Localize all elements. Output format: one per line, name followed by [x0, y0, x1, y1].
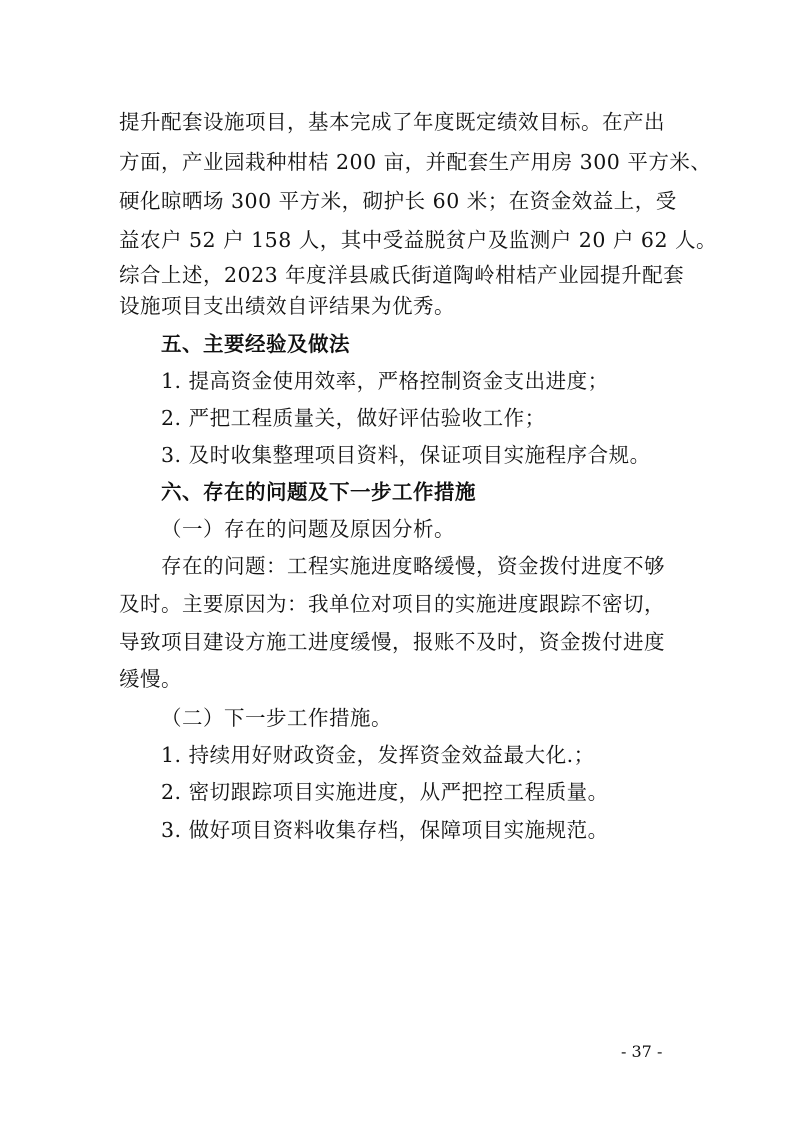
section-heading-experience: 五、主要经验及做法 [161, 332, 350, 356]
paragraph-line: 存在的问题：工程实施进度略缓慢，资金拨付进度不够 [161, 554, 665, 578]
list-item: 2. 密切跟踪项目实施进度，从严把控工程质量。 [161, 780, 609, 804]
paragraph-line: 益农户 52 户 158 人，其中受益脱贫户及监测户 20 户 62 人。 [119, 228, 718, 252]
subsection-heading: （一）存在的问题及原因分析。 [161, 517, 455, 541]
list-item: 3. 及时收集整理项目资料，保证项目实施程序合规。 [161, 443, 651, 467]
list-item: 1. 提高资金使用效率，严格控制资金支出进度； [161, 369, 609, 393]
paragraph-line: 硬化晾晒场 300 平方米，砌护长 60 米；在资金效益上，受 [119, 189, 677, 213]
paragraph-line: 综合上述，2023 年度洋县戚氏街道陶岭柑桔产业园提升配套 [119, 263, 685, 287]
list-item: 2. 严把工程质量关，做好评估验收工作； [161, 406, 546, 430]
subsection-heading: （二）下一步工作措施。 [161, 706, 392, 730]
page-number: - 37 - [621, 1042, 663, 1061]
paragraph-line: 提升配套设施项目，基本完成了年度既定绩效目标。在产出 [119, 110, 665, 134]
list-item: 3. 做好项目资料收集存档，保障项目实施规范。 [161, 818, 609, 842]
paragraph-line: 缓慢。 [119, 667, 182, 691]
paragraph-line: 及时。主要原因为：我单位对项目的实施进度跟踪不密切， [119, 592, 665, 616]
paragraph-line: 方面，产业园栽种柑桔 200 亩，并配套生产用房 300 平方米、 [119, 150, 712, 174]
section-heading-problems: 六、存在的问题及下一步工作措施 [161, 480, 476, 504]
list-item: 1. 持续用好财政资金，发挥资金效益最大化.； [161, 743, 595, 767]
paragraph-line: 设施项目支出绩效自评结果为优秀。 [119, 294, 455, 318]
paragraph-line: 导致项目建设方施工进度缓慢，报账不及时，资金拨付进度 [119, 630, 665, 654]
